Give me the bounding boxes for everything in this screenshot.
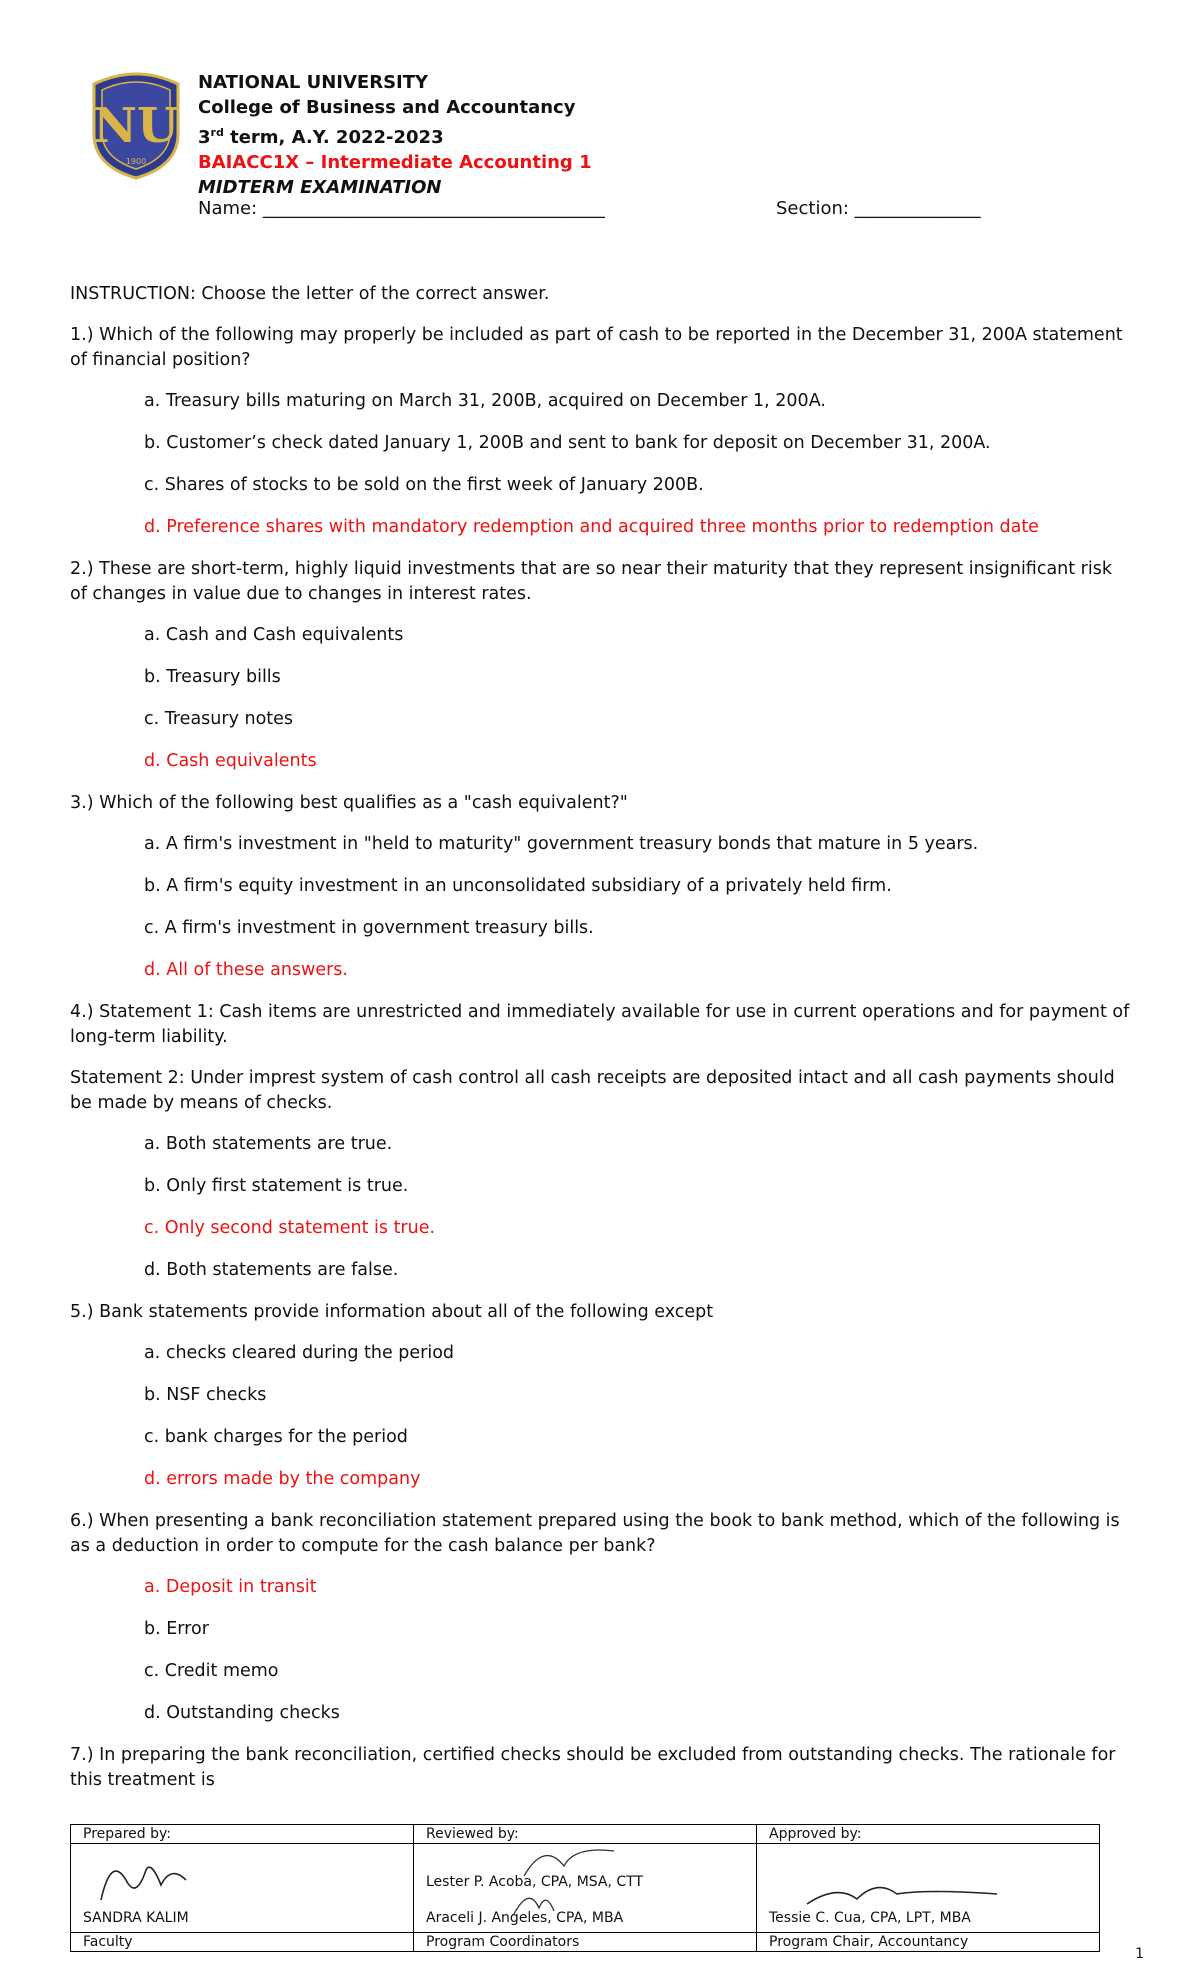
approved-role: Program Chair, Accountancy xyxy=(757,1933,1100,1952)
prepared-label: Prepared by: xyxy=(71,1825,414,1844)
option-d[interactable]: d. Both statements are false. xyxy=(144,1260,399,1280)
option-c[interactable]: c. A firm's investment in government treasury bills. xyxy=(144,918,594,938)
exam-header xyxy=(86,70,1146,240)
option-d-answer[interactable]: d. Preference shares with mandatory redemption and acquired three months prior to redemption date xyxy=(144,517,1039,537)
question-text-2: Statement 2: Under imprest system of cash control all cash receipts are deposited intact and all cash payments should be made by means of checks. xyxy=(70,1068,1115,1113)
question-text: 6.) When presenting a bank reconciliation statement prepared using the book to bank method, which of the following is as a deduction in order to compute for the cash balance per bank? xyxy=(70,1511,1120,1556)
option-a-answer[interactable]: a. Deposit in transit xyxy=(144,1577,317,1597)
question-6 xyxy=(70,1509,1130,1726)
university-logo xyxy=(86,70,186,180)
option-d-answer[interactable]: d. errors made by the company xyxy=(144,1469,421,1489)
course-title: BAIACC1X – Intermediate Accounting 1 xyxy=(198,152,592,173)
option-a[interactable]: a. checks cleared during the period xyxy=(144,1343,455,1363)
exam-body xyxy=(70,282,1130,1809)
prepared-role: Faculty xyxy=(71,1933,414,1952)
option-b[interactable]: b. Only first statement is true. xyxy=(144,1176,409,1196)
question-text: 1.) Which of the following may properly be included as part of cash to be reported in the December 31, 200A statement of financial position? xyxy=(70,325,1123,370)
approved-label: Approved by: xyxy=(757,1825,1100,1844)
question-text: 2.) These are short-term, highly liquid investments that are so near their maturity that they represent insignificant risk of changes in value due to changes in interest rates. xyxy=(70,559,1112,604)
question-1 xyxy=(70,323,1130,540)
name-field[interactable]: Name: ______________________________________ xyxy=(198,198,605,219)
option-a[interactable]: a. A firm's investment in "held to maturity" government treasury bonds that mature in 5 years. xyxy=(144,834,979,854)
question-text: 4.) Statement 1: Cash items are unrestricted and immediately available for use in current operations and for payment of long-term liability. xyxy=(70,1002,1130,1047)
svg-text:1900: 1900 xyxy=(125,157,147,166)
question-5 xyxy=(70,1300,1130,1492)
option-d-answer[interactable]: d. All of these answers. xyxy=(144,960,348,980)
option-c[interactable]: c. Shares of stocks to be sold on the first week of January 200B. xyxy=(144,475,704,495)
question-7 xyxy=(70,1743,1130,1793)
option-a[interactable]: a. Cash and Cash equivalents xyxy=(144,625,404,645)
option-b[interactable]: b. NSF checks xyxy=(144,1385,267,1405)
instruction: INSTRUCTION: Choose the letter of the correct answer. xyxy=(70,284,550,304)
approved-name: Tessie C. Cua, CPA, LPT, MBA xyxy=(769,1910,971,1926)
option-c[interactable]: c. Treasury notes xyxy=(144,709,294,729)
option-c[interactable]: c. bank charges for the period xyxy=(144,1427,408,1447)
option-c-answer[interactable]: c. Only second statement is true. xyxy=(144,1218,436,1238)
question-2 xyxy=(70,557,1130,774)
option-d-answer[interactable]: d. Cash equivalents xyxy=(144,751,317,771)
prepared-signature-cell xyxy=(71,1844,414,1933)
question-3 xyxy=(70,791,1130,983)
role-row xyxy=(71,1933,1100,1952)
college-name: College of Business and Accountancy xyxy=(198,97,576,118)
question-4 xyxy=(70,1000,1130,1283)
option-c[interactable]: c. Credit memo xyxy=(144,1661,279,1681)
signature-row xyxy=(71,1844,1100,1933)
page-number: 1 xyxy=(1135,1946,1144,1962)
option-b[interactable]: b. Customer’s check dated January 1, 200B and sent to bank for deposit on December 31, 200A. xyxy=(144,433,991,453)
question-text: 7.) In preparing the bank reconciliation, certified checks should be excluded from outstanding checks. The rationale for this treatment is xyxy=(70,1745,1116,1790)
university-name: NATIONAL UNIVERSITY xyxy=(198,72,429,93)
term-line: 3rd term, A.Y. 2022-2023 xyxy=(198,126,444,148)
header-text xyxy=(198,70,592,200)
option-b[interactable]: b. Error xyxy=(144,1619,209,1639)
exam-title: MIDTERM EXAMINATION xyxy=(198,177,442,198)
question-text: 5.) Bank statements provide information about all of the following except xyxy=(70,1302,714,1322)
question-text: 3.) Which of the following best qualifies as a "cash equivalent?" xyxy=(70,793,628,813)
option-a[interactable]: a. Treasury bills maturing on March 31, 200B, acquired on December 1, 200A. xyxy=(144,391,826,411)
section-field[interactable]: Section: ______________ xyxy=(776,198,981,219)
option-d[interactable]: d. Outstanding checks xyxy=(144,1703,340,1723)
reviewed-name-2: Araceli J. Angeles, CPA, MBA xyxy=(426,1910,624,1926)
signature-table xyxy=(70,1824,1100,1952)
signature-icon xyxy=(91,1850,211,1910)
reviewed-signature-cell xyxy=(414,1844,757,1933)
option-a[interactable]: a. Both statements are true. xyxy=(144,1134,393,1154)
option-b[interactable]: b. A firm's equity investment in an unconsolidated subsidiary of a privately held firm. xyxy=(144,876,892,896)
approved-signature-cell xyxy=(757,1844,1100,1933)
prepared-name: SANDRA KALIM xyxy=(83,1910,189,1926)
option-b[interactable]: b. Treasury bills xyxy=(144,667,281,687)
reviewed-role: Program Coordinators xyxy=(414,1933,757,1952)
reviewed-label: Reviewed by: xyxy=(414,1825,757,1844)
reviewed-name-1: Lester P. Acoba, CPA, MSA, CTT xyxy=(426,1874,644,1890)
svg-text:NU: NU xyxy=(93,98,179,154)
